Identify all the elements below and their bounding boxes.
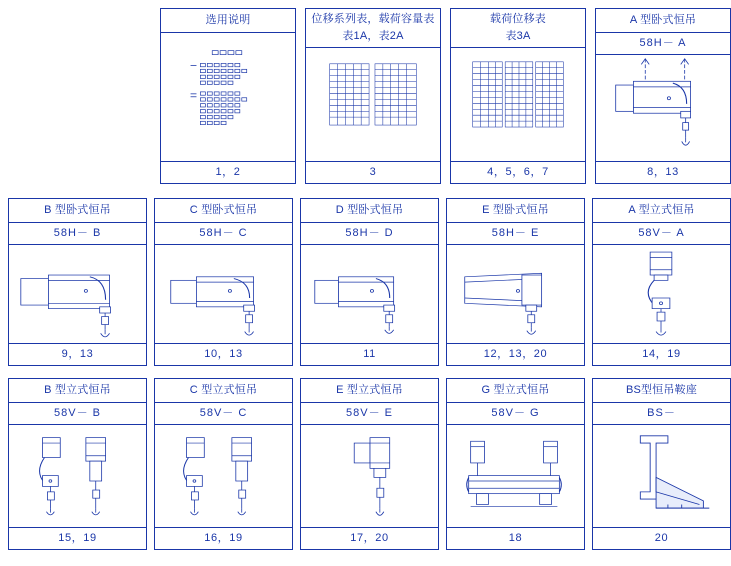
card-title: 选用说明 [161,9,295,33]
card-model-code: BS－ [593,403,730,425]
card-page-numbers: 17，20 [301,527,438,550]
card-hanger-58h-c[interactable] [154,198,293,366]
card-hanger-58h-a[interactable] [595,8,731,184]
card-title: E 型卧式恒吊 [447,199,584,223]
card-title-line1: 位移系列表，载荷容量表 [311,13,435,25]
card-title: C 型卧式恒吊 [155,199,292,223]
card-page-numbers: 16，19 [155,527,292,550]
card-page-numbers: 9，13 [9,343,146,366]
card-figure-vertical-b [9,425,146,526]
card-title: B 型卧式恒吊 [9,199,146,223]
card-page-numbers: 11 [301,343,438,366]
card-hanger-58v-a[interactable] [592,198,731,366]
figure-horizontal-hanger-a [596,55,730,160]
figure-vertical-hanger-g [447,425,584,526]
card-title-line2: 表1A，表2A [342,29,404,42]
figure-vertical-hanger-c [155,425,292,526]
card-model-code: 58V－ A [593,223,730,245]
card-figure-three-tables [451,48,585,161]
card-page-numbers: 18 [447,527,584,550]
card-title: B 型立式恒吊 [9,379,146,403]
card-title: BS型恒吊鞍座 [593,379,730,403]
card-title: D 型卧式恒吊 [301,199,438,223]
card-title: C 型立式恒吊 [155,379,292,403]
card-hanger-58v-g[interactable] [446,378,585,550]
figure-horizontal-hanger-e [447,245,584,342]
card-title [451,9,585,48]
card-row-1 [160,8,731,184]
card-figure-horizontal-c [155,245,292,342]
card-figure-two-tables [306,48,440,161]
card-page-numbers: 1，2 [161,161,295,184]
card-figure-vertical-c [155,425,292,526]
card-displacement-tables[interactable] [305,8,441,184]
figure-text-block-outline [161,33,295,161]
figure-horizontal-hanger-c [155,245,292,342]
card-model-code: 58H－ A [596,33,730,55]
card-model-code: 58V－ C [155,403,292,425]
card-page-numbers: 14，19 [593,343,730,366]
figure-saddle-bs [593,425,730,526]
card-figure-vertical-a [593,245,730,342]
card-figure-vertical-g [447,425,584,526]
card-page-numbers: 4，5，6，7 [451,161,585,184]
figure-vertical-hanger-e [301,425,438,526]
card-model-code: 58H－ E [447,223,584,245]
card-model-code: 58V－ B [9,403,146,425]
figure-vertical-hanger-a [593,245,730,342]
figure-horizontal-hanger-b [9,245,146,342]
card-title [306,9,440,48]
card-saddle-bs[interactable] [592,378,731,550]
card-model-code: 58V－ E [301,403,438,425]
card-title: G 型立式恒吊 [447,379,584,403]
card-row-2 [8,198,731,366]
card-figure-vertical-e [301,425,438,526]
card-page-numbers: 15，19 [9,527,146,550]
card-load-displacement-table[interactable] [450,8,586,184]
card-page-numbers: 8，13 [596,161,730,184]
card-model-code: 58H－ B [9,223,146,245]
card-hanger-58h-b[interactable] [8,198,147,366]
figure-three-tables [451,48,585,161]
card-page-numbers: 20 [593,527,730,550]
card-title: A 型立式恒吊 [593,199,730,223]
card-page-numbers: 10，13 [155,343,292,366]
card-model-code: 58V－ G [447,403,584,425]
card-hanger-58h-d[interactable] [300,198,439,366]
card-page-numbers: 3 [306,161,440,184]
card-figure-horizontal-b [9,245,146,342]
card-page-numbers: 12，13，20 [447,343,584,366]
card-title: E 型立式恒吊 [301,379,438,403]
figure-two-tables [306,48,440,161]
card-hanger-58v-b[interactable] [8,378,147,550]
card-hanger-58h-e[interactable] [446,198,585,366]
card-title-line2: 表3A [505,29,531,42]
figure-vertical-hanger-b [9,425,146,526]
card-figure-selection-guide [161,33,295,161]
card-row-3 [8,378,731,550]
card-selection-guide[interactable] [160,8,296,184]
card-title: A 型卧式恒吊 [596,9,730,33]
card-figure-horizontal-d [301,245,438,342]
card-figure-horizontal-e [447,245,584,342]
card-hanger-58v-c[interactable] [154,378,293,550]
card-figure-saddle [593,425,730,526]
figure-horizontal-hanger-d [301,245,438,342]
card-figure-horizontal-a [596,55,730,160]
card-model-code: 58H－ D [301,223,438,245]
card-title-line1: 载荷位移表 [490,13,546,25]
card-hanger-58v-e[interactable] [300,378,439,550]
card-model-code: 58H－ C [155,223,292,245]
